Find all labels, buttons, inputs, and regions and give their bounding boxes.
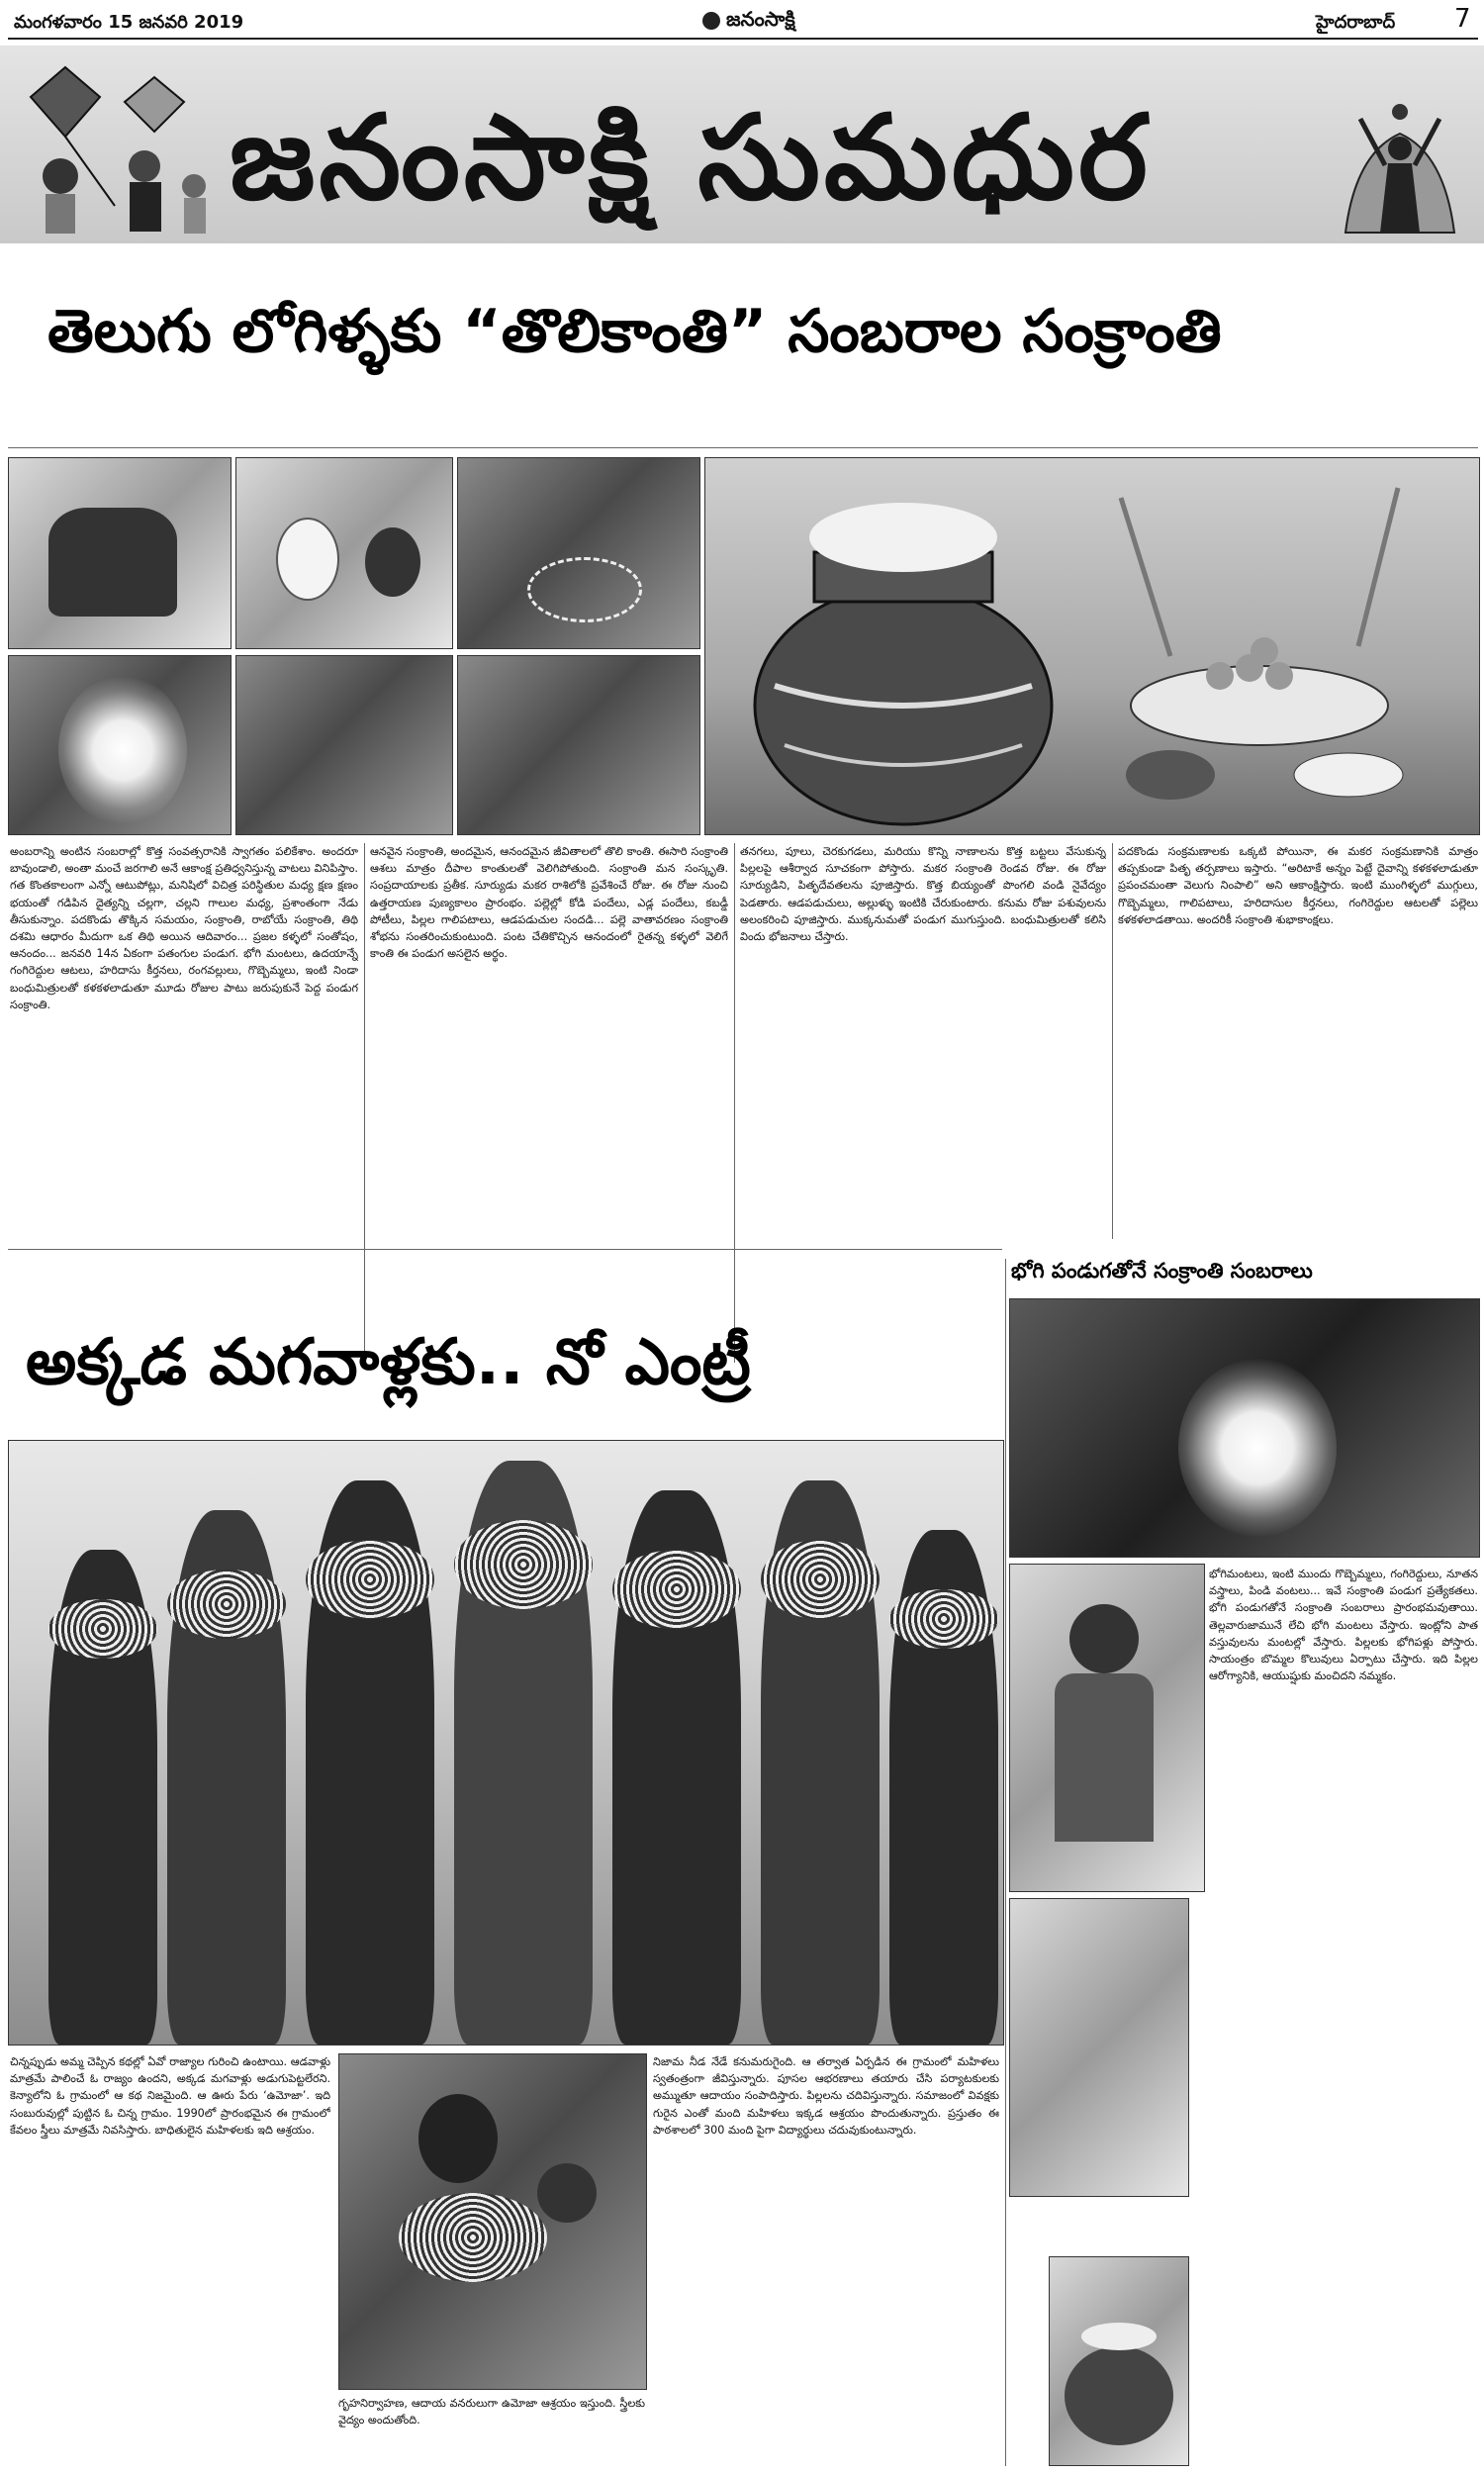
photo-rangoli-women (457, 457, 700, 649)
story1-column-1: అంబరాన్ని అంటిన సంబరాల్లో కొత్త సంవత్సరానికి స్వాగతం పలికేశాం. అందరూ బావుండాలి, అంతా మంచే జరగాలి అనే ఆకాంక్ష ప్రతిధ్వనిస్తున్న వాటలు వినిపిస్తాం. గత కొంతకాలంగా ఎన్నో ఆటుపోట్లు, మనిషిలో విచిత్ర పరిస్థితుల మధ్య క్షణ క్షణం భయంతో గడిపిన దైత్యన్ని చల్లగా, చల్లని గాలుల మధ్య, ప్రశాంతంగా నేడు తీసుకున్నాం. పదకొండు తొక్కిన సమయం, సంక్రాంతి, రాబోయే సంక్రాంతి, తిథి దశమి ఆధారం మీదుగా ఒక తిథి అయిన ఆదివారం... ప్రజల కళ్ళలో సంతోషం, ఆనందం... జనవరి 14న ఏకంగా పతంగుల పండుగ. భోగి మంటలు, ఉదయాన్నే గంగిరెద్దుల ఆటలు, హరిదాసు కీర్తనలు, రంగవల్లులు, గొబ్బెమ్మలు, ఇంటి నిండా బంధుమిత్రులతో కళకళలాడుతూ మూడు రోజుల పాటు జరుపుకునే పెద్ద పండుగ సంక్రాంతి. (10, 845, 358, 1011)
women-festival-emblem (1326, 94, 1474, 242)
pongal-pot-illustration (704, 457, 1480, 835)
kids-kite-illustration (6, 57, 219, 238)
paper-logo (702, 6, 795, 36)
photo-bhogi-bonfire-dance (1009, 1298, 1480, 1558)
story1-column-4: పదకొండు సంక్రమణాలకు ఒక్కటి పోయినా, ఈ మకర సంక్రమణానికి మాత్రం తప్పకుండా పితృ తర్పణాలు ఇస్తారు. “అరిటాకే అన్నం పెట్టే దైవాన్ని కళకళలాడుతూ ప్రపంచమంతా వెలుగు నింపాలి” అని ఆకాంక్షిస్తారు. ఇంటి ముంగిళ్ళలో ముగ్గులు, గొబ్బెమ్మలు, గాలిపటాలు, హరిదాసుల కీర్తనలు, గంగిరెద్దుల ఆటలతో పల్లెలు కళకళలాడతాయి. అందరికీ సంక్రాంతి శుభాకాంక్షలు. (1118, 845, 1478, 926)
story1-headline: తెలుగు లోగిళ్ళకు “తొలికాంతి” సంబరాల సంక్రాంతి (47, 297, 1222, 366)
sidebar-headline: భోగి పండుగతోనే సంక్రాంతి సంబరాలు (1011, 1259, 1313, 1283)
masthead-title: జనంసాక్షి సుమధుర (230, 89, 1152, 226)
logo-icon (702, 12, 720, 30)
photo-mother-child-beads (338, 2053, 647, 2390)
sidebar-text-top: భోగిమంటలు, ఇంటి ముందు గొబ్బెమ్మలు, గంగిరెద్దులు, నూతన వస్త్రాలు, పిండి వంటలు... ఇవే సంక్రాంతి పండుగ ప్రత్యేకతలు. భోగి పండుగతోనే సంక్రాంతి సంబరాలు ప్రారంభమవుతాయి. తెల్లవారుజామునే లేచి భోగి మంటలు వేస్తారు. ఇంట్లోని పాత వస్తువులను మంటల్లో వేస్తారు. పిల్లలకు భోగిపళ్లు పోస్తారు. సాయంత్రం బొమ్మల కొలువులు ఏర్పాటు చేస్తారు. ఇది పిల్లల ఆరోగ్యానికి, ఆయుష్షుకు మంచిదని నమ్మకం. (1209, 1568, 1478, 1683)
photo-pongal-pot-small (1049, 2256, 1189, 2466)
page-number: 7 (1454, 4, 1471, 34)
story2-caption: గృహనిర్వాహణ, ఆదాయ వనరులుగా ఉమోజా ఆశ్రయం ఇస్తుంది. స్త్రీలకు వైద్యం అందుతోంది. (338, 2397, 645, 2427)
logo-text: జనంసాక్షి (726, 6, 795, 31)
photo-umoja-women-group (8, 1440, 1004, 2046)
photo-bhogi-fire (8, 655, 232, 835)
photo-bull-decorated (8, 457, 232, 649)
story1-column-3: తనగలు, పూలు, చెరకుగడలు, మరియు కొన్ని నాణాలను కొత్త బట్టలు వేసుకున్న పిల్లలపై ఆశీర్వాద సూచకంగా పోస్తారు. మకర సంక్రాంతి రెండవ రోజు. ఈ రోజు సూర్యుడిని, పితృదేవతలను పూజిస్తారు. కొత్త బియ్యంతో పొంగలి వండి నైవేద్యం పెడతారు. ఆడపడుచులు, అల్లుళ్ళు ఇంటికి చేరుకుంటారు. కనుమ రోజు పశువులను అలంకరించి పూజిస్తారు. ముక్కనుమతో పండుగ ముగుస్తుంది. బంధుమిత్రులతో కలిసి విందు భోజనాలు చేస్తారు. (740, 845, 1106, 944)
photo-women-boiling-milk (1009, 1898, 1189, 2197)
photo-women-cooking-row (457, 655, 700, 835)
photo-girl-bhogi-pallu (1009, 1564, 1205, 1892)
photo-women-pots (235, 655, 453, 835)
story2-column-1: చిన్నప్పుడు అమ్మ చెప్పిన కథల్లో ఏవో రాజ్యాల గురించి ఉంటాయి. ఆడవాళ్లు మాత్రమే పాలించే ఓ రాజ్యం ఉందని, అక్కడ మగవాళ్లు అడుగుపెట్టలేరని. కెన్యాలోని ఓ గ్రామంలో ఆ కథ నిజమైంది. ఆ ఊరు పేరు ‘ఉమోజా’. ఇది సంబురువుల్లో పుట్టిన ఓ చిన్న గ్రామం. 1990లో ప్రారంభమైన ఈ గ్రామంలో కేవలం స్త్రీలు మాత్రమే నివసిస్తారు. బాధితులైన మహిళలకు ఇది ఆశ్రయం. (10, 2055, 330, 2137)
page-date: మంగళవారం 15 జనవరి 2019 (14, 12, 244, 33)
story2-headline: అక్కడ మగవాళ్లకు.. నో ఎంట్రీ (26, 1326, 751, 1399)
story2-column-2: నిజామ నీడ నేడే కనుమరుగైంది. ఆ తర్వాత ఏర్పడిన ఈ గ్రామంలో మహిళలు స్వతంత్రంగా జీవిస్తున్నారు. పూసల ఆభరణాలు తయారు చేసి పర్యాటకులకు అమ్ముతూ ఆదాయం సంపాదిస్తారు. పిల్లలను చదివిస్తున్నారు. సమాజంలో వివక్షకు గురైన ఎంతో మంది మహిళలు ఇక్కడ ఆశ్రయం పొందుతున్నారు. ప్రస్తుతం ఈ పాఠశాలలో 300 మంది పైగా విద్యార్థులు చదువుకుంటున్నారు. (653, 2055, 999, 2137)
photo-rooster-fight (235, 457, 453, 649)
page-city: హైదరాబాద్ (1316, 12, 1396, 33)
story1-column-2: ఆనవైన సంక్రాంతి, అందమైన, ఆనందమైన జీవితాలలో తొలి కాంతి. ఈసారి సంక్రాంతి ఆశలు మాత్రం దీపాల కాంతులతో వెలిగిపోతుంది. సంక్రాంతి మన సంస్కృతి. సంప్రదాయాలకు ప్రతీక. సూర్యుడు మకర రాశిలోకి ప్రవేశించే రోజు. ఈ రోజు నుంచి ఉత్తరాయణ పుణ్యకాలం ప్రారంభం. పల్లెల్లో కోడి పందేలు, ఎడ్ల పందేలు, కబడ్డీ పోటీలు, పిల్లల గాలిపటాలు, ఆడపడుచుల సందడి... పల్లె వాతావరణం సంక్రాంతి శోభను సంతరించుకుంటుంది. పంట చేతికొచ్చిన ఆనందంలో రైతన్న కళ్ళలో వెలిగే కాంతి ఈ పండుగ అసలైన అర్థం. (370, 845, 728, 961)
